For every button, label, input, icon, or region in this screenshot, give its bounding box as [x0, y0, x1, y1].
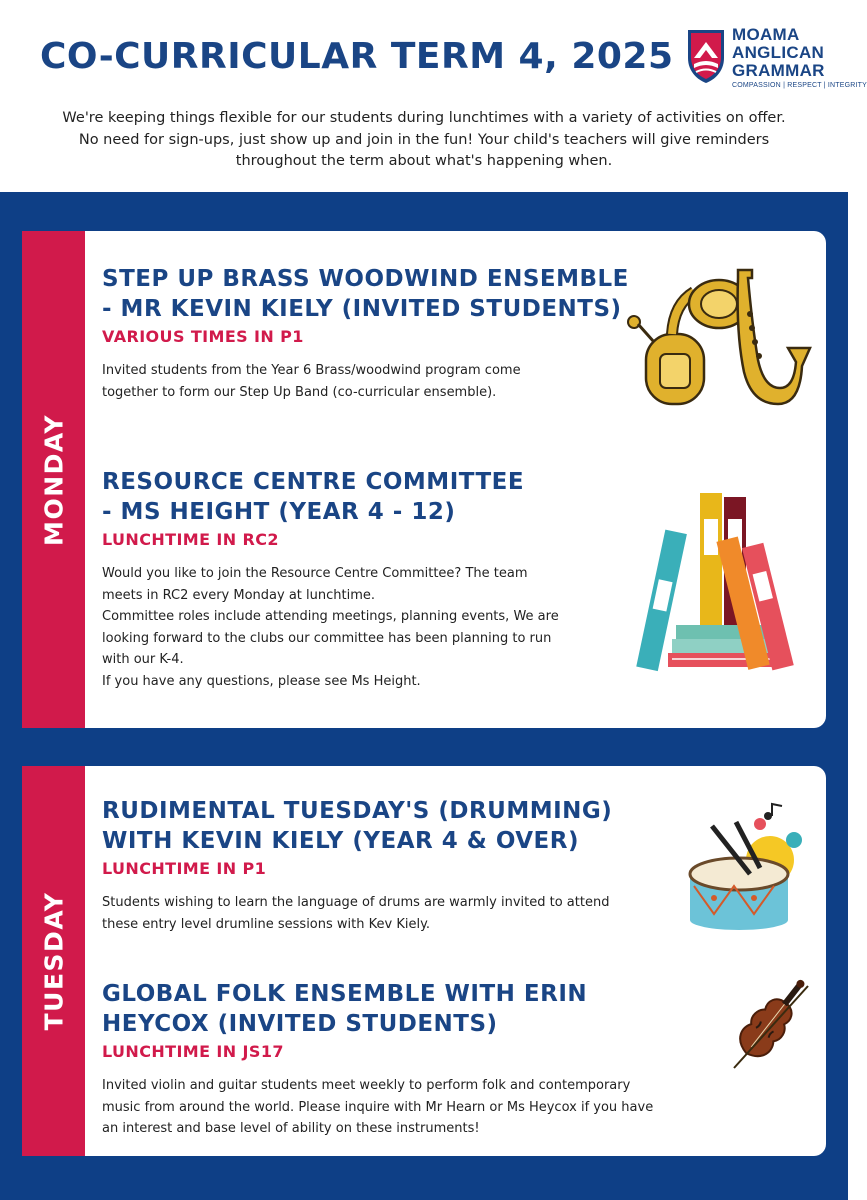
- activity-description: [102, 1075, 653, 1140]
- activity-title-line: STEP UP BRASS WOODWIND ENSEMBLE: [102, 266, 629, 292]
- day-tab-monday: [22, 231, 85, 728]
- description-line: Committee roles include attending meetings, planning events, We are: [102, 609, 559, 624]
- activity-title-line: WITH KEVIN KIELY (YEAR 4 & OVER): [102, 828, 579, 854]
- day-tab-tuesday: [22, 766, 85, 1156]
- brass-instruments-icon: [624, 264, 814, 419]
- school-logo: [686, 25, 867, 96]
- logo-line-3: GRAMMAR: [732, 61, 825, 80]
- activity-description: [102, 892, 612, 935]
- description-line: Invited violin and guitar students meet weekly to perform folk and contemporary: [102, 1078, 631, 1093]
- description-line: meets in RC2 every Monday at lunchtime.: [102, 587, 375, 603]
- activity-title: [102, 467, 559, 527]
- activity-title-line: - MS HEIGHT (YEAR 4 - 12): [102, 499, 456, 525]
- day-label: MONDAY: [39, 413, 68, 546]
- description-line: Would you like to join the Resource Centre Committee? The team: [102, 566, 528, 581]
- activity-global-folk: [102, 979, 653, 1140]
- description-line: together to form our Step Up Band (co-curricular ensemble).: [102, 384, 497, 400]
- logo-line-1: MOAMA: [732, 25, 800, 44]
- description-line: with our K-4.: [102, 652, 184, 667]
- activity-step-up-band: [102, 264, 629, 403]
- activity-time: VARIOUS TIMES IN P1: [102, 327, 304, 346]
- description-line: Invited students from the Year 6 Brass/woodwind program come: [102, 363, 521, 378]
- books-icon: [620, 489, 810, 674]
- drum-icon: [682, 802, 812, 932]
- activity-title-line: GLOBAL FOLK ENSEMBLE WITH ERIN: [102, 981, 588, 1007]
- intro-line-3: throughout the term about what's happening when.: [235, 153, 613, 169]
- description-line: looking forward to the clubs our committee has been planning to run: [102, 630, 552, 646]
- intro-text: [40, 108, 808, 173]
- school-crest-icon: [686, 28, 726, 84]
- intro-line-1: We're keeping things flexible for our students during lunchtimes with a variety of activities on offer.: [62, 110, 786, 126]
- logo-tagline: COMPASSION | RESPECT | INTEGRITY: [732, 82, 867, 89]
- intro-line-2: No need for sign-ups, just show up and join in the fun! Your child's teachers will give reminders: [78, 131, 770, 148]
- activity-title-line: RUDIMENTAL TUESDAY'S (DRUMMING): [102, 798, 613, 824]
- activity-time: LUNCHTIME IN JS17: [102, 1042, 284, 1061]
- monday-card: [22, 231, 826, 728]
- tuesday-card: [22, 766, 826, 1156]
- activity-title: [102, 796, 612, 856]
- violin-icon: [716, 978, 816, 1078]
- activity-time: LUNCHTIME IN RC2: [102, 530, 279, 549]
- logo-line-2: ANGLICAN: [732, 43, 825, 62]
- day-label: TUESDAY: [39, 891, 68, 1031]
- activity-drumming: [102, 796, 612, 935]
- page-header: [0, 0, 867, 192]
- activity-title-line: RESOURCE CENTRE COMMITTEE: [102, 469, 525, 495]
- description-line: Students wishing to learn the language of drums are warmly invited to attend: [102, 895, 610, 910]
- description-line: If you have any questions, please see Ms Height.: [102, 673, 421, 689]
- activity-description: [102, 360, 629, 403]
- page-title: CO-CURRICULAR TERM 4, 2025: [40, 36, 674, 77]
- description-line: music from around the world. Please inquire with Mr Hearn or Ms Heycox if you have: [102, 1099, 654, 1115]
- activity-resource-centre: [102, 467, 559, 692]
- activity-description: [102, 563, 559, 692]
- activity-time: LUNCHTIME IN P1: [102, 859, 267, 878]
- description-line: these entry level drumline sessions with Kev Kiely.: [102, 916, 431, 932]
- description-line: an interest and base level of ability on these instruments!: [102, 1121, 480, 1136]
- activity-title-line: HEYCOX (INVITED STUDENTS): [102, 1011, 498, 1037]
- activity-title: [102, 264, 629, 324]
- activity-title-line: - MR KEVIN KIELY (INVITED STUDENTS): [102, 296, 622, 322]
- activity-title: [102, 979, 653, 1039]
